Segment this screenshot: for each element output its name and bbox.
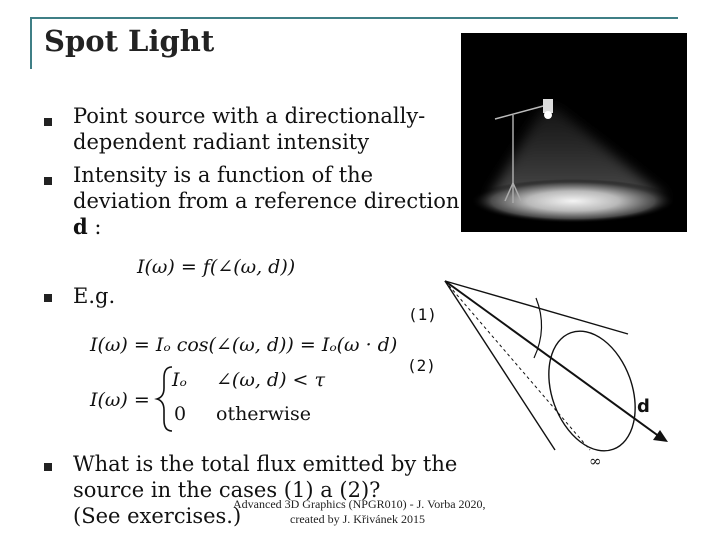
formula-cosine: I(ω) = Iₒ cos(∠(ω, d)) = Iₒ(ω · d) xyxy=(90,334,398,356)
cone-edge-upper xyxy=(445,281,628,334)
cone-edge-dashed xyxy=(445,281,590,450)
formula-step-case2-condition: otherwise xyxy=(216,403,311,425)
case-1-label: (1) xyxy=(408,305,437,324)
case-2-label: (2) xyxy=(407,356,436,375)
bullet-2-line-2: deviation from a reference direction xyxy=(73,189,460,213)
arrow-head-icon xyxy=(653,430,668,442)
formula-step-case1-value: Iₒ xyxy=(172,369,187,391)
bullet-4-line-1: What is the total flux emitted by the xyxy=(73,452,458,476)
bullet-4-line-3: (See exercises.) xyxy=(73,504,242,528)
bullet-4-line-2: source in the cases (1) a (2)? xyxy=(73,478,381,502)
formula-general: I(ω) = f(∠(ω, d)) xyxy=(137,256,296,278)
infinity-symbol: ∞ xyxy=(589,452,602,470)
bullet-3-text: E.g. xyxy=(73,284,116,308)
direction-d-label: d xyxy=(637,396,650,417)
slide-title: Spot Light xyxy=(44,24,215,58)
bullet-square-icon xyxy=(44,463,52,471)
formula-step-case1-condition: ∠(ω, d) < τ xyxy=(216,369,325,391)
bullet-2-line-1: Intensity is a function of the xyxy=(73,163,374,187)
direction-arrow-line xyxy=(445,281,660,437)
formula-step-lhs: I(ω) = xyxy=(90,389,150,411)
bullet-2-line-3-rest: : xyxy=(87,215,102,239)
formula-step-case2-value: 0 xyxy=(174,403,187,425)
bullet-1-line-2: dependent radiant intensity xyxy=(73,130,370,154)
bullet-1-line-1: Point source with a directionally- xyxy=(73,104,426,128)
footer-line-2: created by J. Křivánek 2015 xyxy=(290,512,425,526)
cone-base-ellipse xyxy=(533,319,651,463)
direction-symbol: d xyxy=(73,214,88,239)
footer-line-1: Advanced 3D Graphics (NPGR010) - J. Vorba 2020, xyxy=(233,497,486,511)
